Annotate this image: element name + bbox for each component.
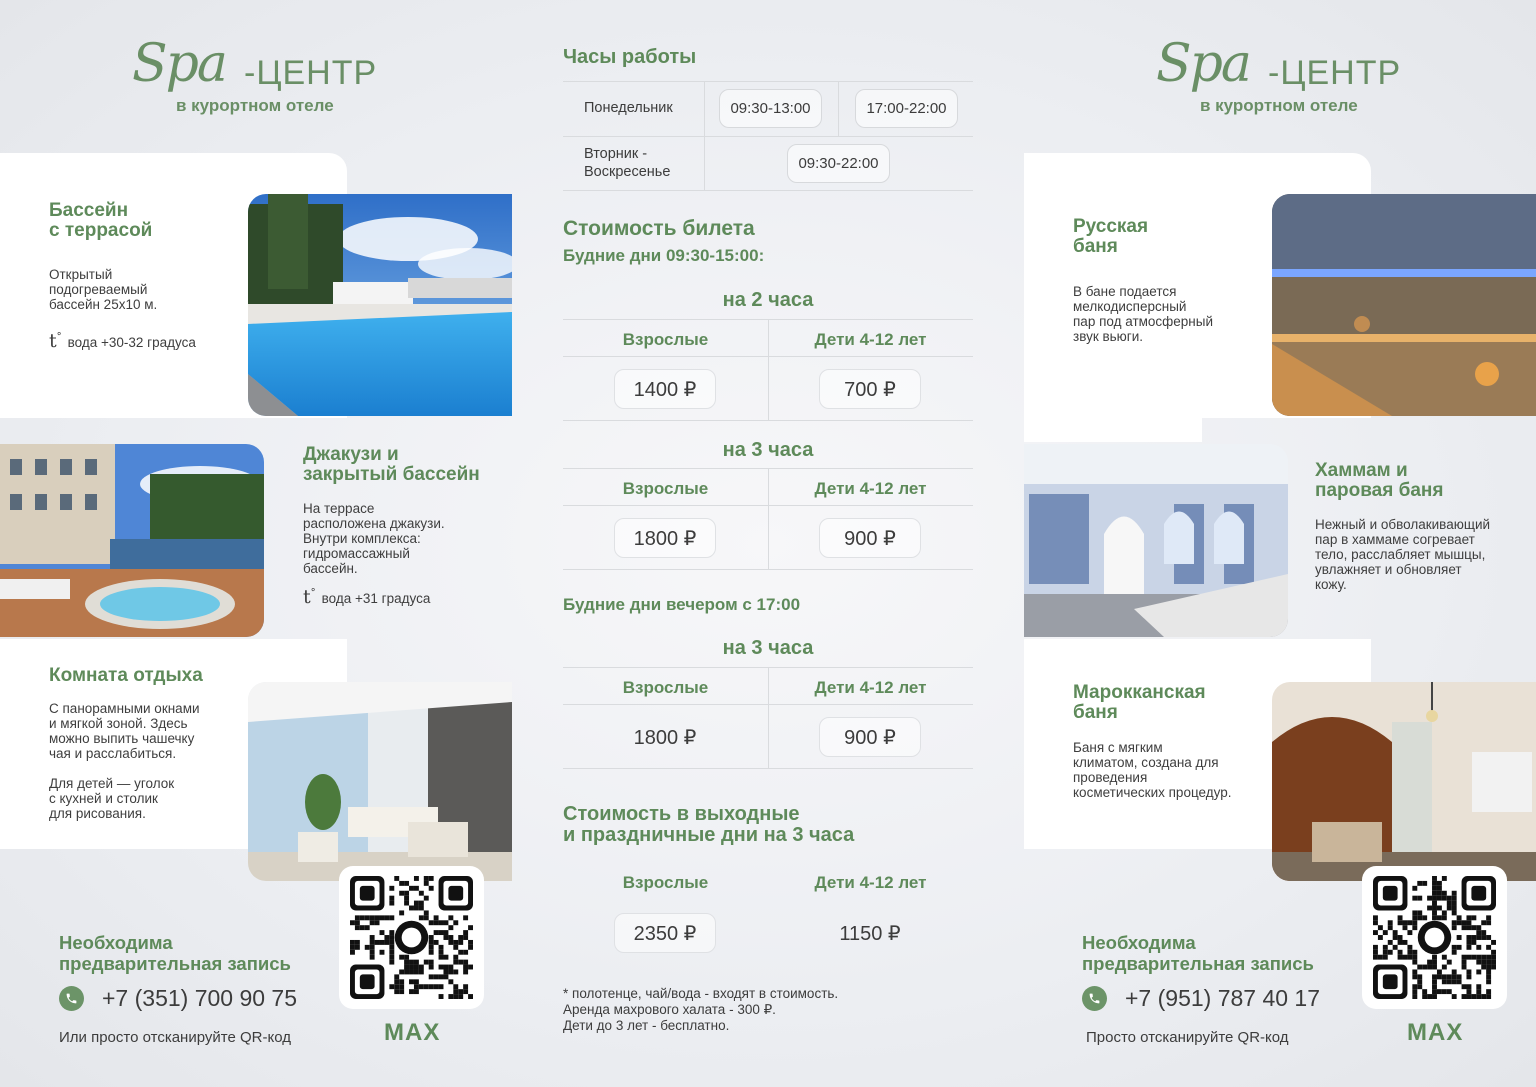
logo-right xyxy=(1156,34,1416,124)
scan-hint-right: Просто отсканируйте QR-код xyxy=(1086,1029,1289,1046)
col-adult: Взрослые xyxy=(622,479,709,498)
col-adult: Взрослые xyxy=(622,330,709,349)
price-note: * полотенце, чай/вода - входят в стоимость. Аренда махрового халата - 300 ₽. Дети до 3 лет - бесплатно. xyxy=(563,986,839,1033)
logo-left xyxy=(132,34,392,124)
qr-code-icon xyxy=(1372,876,1497,999)
phone-number: +7 (951) 787 40 17 xyxy=(1125,985,1321,1011)
phone-left[interactable] xyxy=(59,985,297,1012)
schedule-time: 17:00-22:00 xyxy=(855,89,958,128)
logo-subtitle: в курортном отеле xyxy=(1200,96,1358,115)
price-child: 1150 ₽ xyxy=(839,922,901,945)
divider xyxy=(563,136,973,137)
booking-label-right: Необходима предварительная запись xyxy=(1082,932,1314,974)
phone-right[interactable] xyxy=(1082,985,1320,1012)
scan-hint-left: Или просто отсканируйте QR-код xyxy=(59,1029,291,1046)
logo-spa: Spa xyxy=(1156,34,1250,94)
pool-photo xyxy=(248,194,512,416)
schedule-day-monday: Понедельник xyxy=(584,100,673,116)
divider xyxy=(563,768,973,769)
col-child: Дети 4-12 лет xyxy=(814,330,927,349)
duration-label: на 2 часа xyxy=(722,289,814,311)
divider xyxy=(563,190,973,191)
divider xyxy=(704,81,705,190)
price-adult: 2350 ₽ xyxy=(614,913,716,953)
logo-subtitle: в курортном отеле xyxy=(176,96,334,115)
divider xyxy=(768,319,769,420)
col-child: Дети 4-12 лет xyxy=(814,479,927,498)
hammam-desc: Нежный и обволакивающий пар в хаммаме согревает тело, расслабляет мышцы, увлажняет и обновляет кожу. xyxy=(1315,517,1491,592)
rest-title: Комната отдыха xyxy=(49,665,203,686)
moroccan-title: Марокканская баня xyxy=(1073,682,1206,723)
col-adult: Взрослые xyxy=(622,678,709,697)
price-title: Стоимость билета xyxy=(563,217,755,240)
duration-label: на 3 часа xyxy=(722,439,814,461)
thermometer-icon: t° xyxy=(303,586,316,608)
jacuzzi-title: Джакузи и закрытый бассейн xyxy=(303,444,480,485)
russian-photo xyxy=(1272,194,1536,416)
booking-label-left: Необходима предварительная запись xyxy=(59,932,291,974)
schedule-title: Часы работы xyxy=(563,46,697,68)
divider xyxy=(768,468,769,569)
price-child: 700 ₽ xyxy=(819,369,921,409)
russian-desc: В бане подается мелкодисперсный пар под атмосферный звук вьюги. xyxy=(1073,284,1213,344)
moroccan-photo xyxy=(1272,682,1536,881)
col-child: Дети 4-12 лет xyxy=(814,678,927,697)
logo-centr: -ЦЕНТР xyxy=(1268,54,1402,92)
pool-desc: Открытый подогреваемый бассейн 25x10 м. xyxy=(49,267,158,312)
divider xyxy=(838,81,839,136)
phone-icon xyxy=(59,986,84,1011)
schedule-time: 09:30-13:00 xyxy=(719,89,822,128)
logo-spa: Spa xyxy=(132,34,226,94)
hammam-card xyxy=(1024,418,1202,442)
phone-number: +7 (351) 700 90 75 xyxy=(102,985,298,1011)
russian-title: Русская баня xyxy=(1073,216,1149,257)
weekend-title: Стоимость в выходные и праздничные дни на 3 часа xyxy=(563,803,855,846)
schedule-day-tue-sun: Вторник - Воскресенье xyxy=(584,146,671,180)
price-adult: 1400 ₽ xyxy=(614,369,716,409)
rest-desc: С панорамными окнами и мягкой зоной. Здесь можно выпить чашечку чая и расслабиться. Для детей — уголок с кухней и столик для рисования. xyxy=(49,701,200,821)
divider xyxy=(768,667,769,768)
weekday-title: Будние дни 09:30-15:00: xyxy=(563,246,765,265)
evening-title: Будние дни вечером с 17:00 xyxy=(563,595,801,614)
duration-label: на 3 часа xyxy=(722,637,814,659)
jacuzzi-temp: t° вода +31 градуса xyxy=(303,586,431,608)
col-adult: Взрослые xyxy=(622,873,709,892)
moroccan-desc: Баня с мягким климатом, создана для проведения косметических процедур. xyxy=(1073,740,1232,800)
max-label-left: MAX xyxy=(384,1019,441,1046)
pool-temp: t° вода +30-32 градуса xyxy=(49,330,196,352)
jacuzzi-photo xyxy=(0,444,264,637)
pool-title: Бассейн с террасой xyxy=(49,200,153,241)
thermometer-icon: t° xyxy=(49,330,62,352)
price-child: 900 ₽ xyxy=(819,717,921,757)
max-label-right: MAX xyxy=(1407,1019,1464,1046)
divider xyxy=(563,569,973,570)
hammam-title: Хаммам и паровая баня xyxy=(1315,460,1444,501)
hammam-photo xyxy=(1024,444,1288,637)
price-adult: 1800 ₽ xyxy=(614,518,716,558)
divider xyxy=(563,81,973,82)
rest-photo xyxy=(248,682,512,881)
qr-code-left[interactable] xyxy=(339,866,484,1009)
logo-centr: -ЦЕНТР xyxy=(244,54,378,92)
qr-code-right[interactable] xyxy=(1362,866,1507,1009)
price-child: 900 ₽ xyxy=(819,518,921,558)
schedule-time: 09:30-22:00 xyxy=(787,144,890,183)
phone-icon xyxy=(1082,986,1107,1011)
col-child: Дети 4-12 лет xyxy=(814,873,927,892)
jacuzzi-desc: На террасе расположена джакузи. Внутри комплекса: гидромассажный бассейн. xyxy=(303,501,445,576)
divider xyxy=(563,420,973,421)
price-adult: 1800 ₽ xyxy=(633,726,697,749)
qr-code-icon xyxy=(349,876,474,999)
